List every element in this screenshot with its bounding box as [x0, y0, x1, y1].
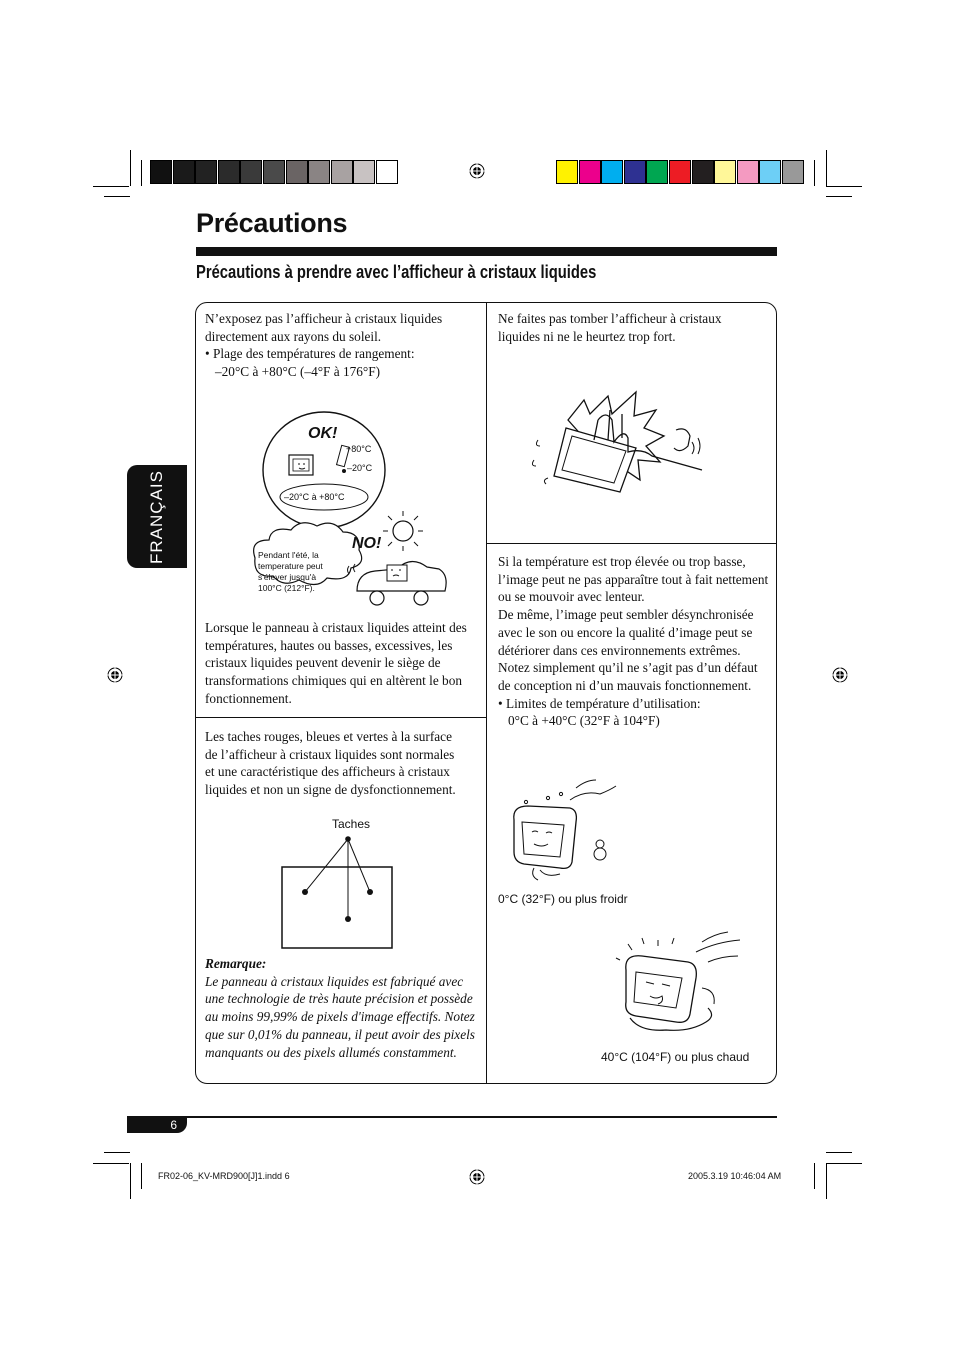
impact-illustration — [528, 380, 703, 498]
color-swatch — [782, 160, 804, 184]
language-tab-label: FRANÇAIS — [147, 469, 166, 564]
section-heading: Précautions à prendre avec l’afficheur à cristaux liquides — [196, 262, 597, 282]
color-swatch — [150, 160, 172, 184]
temp-low-label: –20°C — [347, 463, 373, 473]
color-swatch — [218, 160, 240, 184]
note-title: Remarque: — [205, 956, 267, 971]
page-title: Précautions — [196, 208, 348, 238]
registration-mark-icon — [469, 1169, 485, 1185]
hot-monitor-illustration — [612, 920, 752, 1040]
footer-rule — [127, 1116, 777, 1118]
color-swatch — [195, 160, 217, 184]
drop-warning-text: Ne faites pas tomber l’afficheur à cristaux liquides ni ne le heurtez trop fort. — [498, 311, 722, 344]
temperature-text-1: Si la température est trop élevée ou trop basse, l’image peut ne pas apparaître tout à fait nettement ou se mouvoir avec lenteur. — [498, 554, 769, 605]
chemical-warning-text: Lorsque le panneau à cristaux liquides atteint des températures, hautes ou basses, excessives, les cristaux liquides peuvent devenir le siège de transformations chimiques qui en altèrent le bon fonctionnement. — [205, 620, 467, 706]
temperature-warning-block — [498, 553, 770, 730]
color-swatch — [714, 160, 736, 184]
color-swatch — [601, 160, 623, 184]
sun-warning-block — [205, 310, 475, 381]
color-swatch — [646, 160, 668, 184]
operating-temp-range: 0°C à +40°C (32°F à 104°F) — [508, 713, 660, 729]
right-row-divider — [486, 543, 777, 544]
note-block — [205, 955, 477, 1061]
spots-text: Les taches rouges, bleues et vertes à la surface de l’afficheur à cristaux liquides sont normales et une caractéristique des afficheurs à cristaux liquides et non un signe de dysfonctionnement. — [205, 729, 456, 798]
color-swatch — [579, 160, 601, 184]
color-swatch — [737, 160, 759, 184]
color-swatch — [556, 160, 578, 184]
sun-warning-text: N’exposez pas l’afficheur à cristaux liquides directement aux rayons du soleil. — [205, 311, 443, 344]
storage-temp-range: –20°C à +80°C (–4°F à 176°F) — [215, 364, 381, 380]
registration-mark-icon — [832, 667, 848, 683]
print-timestamp: 2005.3.19 10:46:04 AM — [688, 1171, 782, 1181]
spots-diagram — [280, 834, 395, 952]
storage-temp-bullet: • Plage des températures de rangement: — [205, 346, 415, 362]
color-swatch — [173, 160, 195, 184]
temperature-text-2: De même, l’image peut sembler désynchronisée avec le son ou encore la qualité d’image peut se détériorer dans ces environnements extrêmes. Notez simplement qu’il ne s’agit pas d’un défaut de conception ni d’un mauvais fonctionnement. — [498, 607, 758, 693]
file-info: FR02-06_KV-MRD900[J]1.indd 6 — [158, 1171, 290, 1181]
color-swatch — [331, 160, 353, 184]
color-swatch — [692, 160, 714, 184]
registration-mark-icon — [107, 667, 123, 683]
color-swatch — [263, 160, 285, 184]
registration-mark-icon — [469, 163, 485, 179]
hot-caption: 40°C (104°F) ou plus chaud — [601, 1050, 750, 1064]
temp-range-label: –20°C à +80°C — [284, 492, 345, 502]
spots-label: Taches — [332, 817, 371, 831]
color-swatch — [376, 160, 398, 184]
no-label: NO! — [352, 535, 382, 552]
column-divider — [486, 302, 487, 1084]
color-swatch — [286, 160, 308, 184]
cold-monitor-illustration — [506, 770, 618, 888]
color-swatch — [240, 160, 262, 184]
note-text: Le panneau à cristaux liquides est fabriqué avec une technologie de très haute précision et possède au moins 99,99% de pixels d'image effectifs. Notez que sur 0,01% du panneau, il peut avoir des pixels manquants ou des pixels allumés constamment. — [205, 973, 475, 1060]
color-swatch — [624, 160, 646, 184]
ok-label: OK! — [308, 425, 338, 442]
language-tab — [127, 465, 187, 568]
color-swatch — [669, 160, 691, 184]
left-row-divider — [195, 717, 486, 718]
cold-caption: 0°C (32°F) ou plus froidr — [498, 892, 628, 906]
page-number: 6 — [127, 1118, 187, 1133]
temp-high-label: +80°C — [346, 444, 372, 454]
operating-temp-bullet: • Limites de température d’utilisation: — [498, 695, 701, 711]
color-swatch — [759, 160, 781, 184]
title-rule — [196, 247, 777, 256]
color-swatch — [353, 160, 375, 184]
summer-bubble-text: Pendant l'été, la temperature peut s'élever jusqu'à 100°C (212°F). — [258, 550, 323, 593]
color-swatch — [308, 160, 330, 184]
